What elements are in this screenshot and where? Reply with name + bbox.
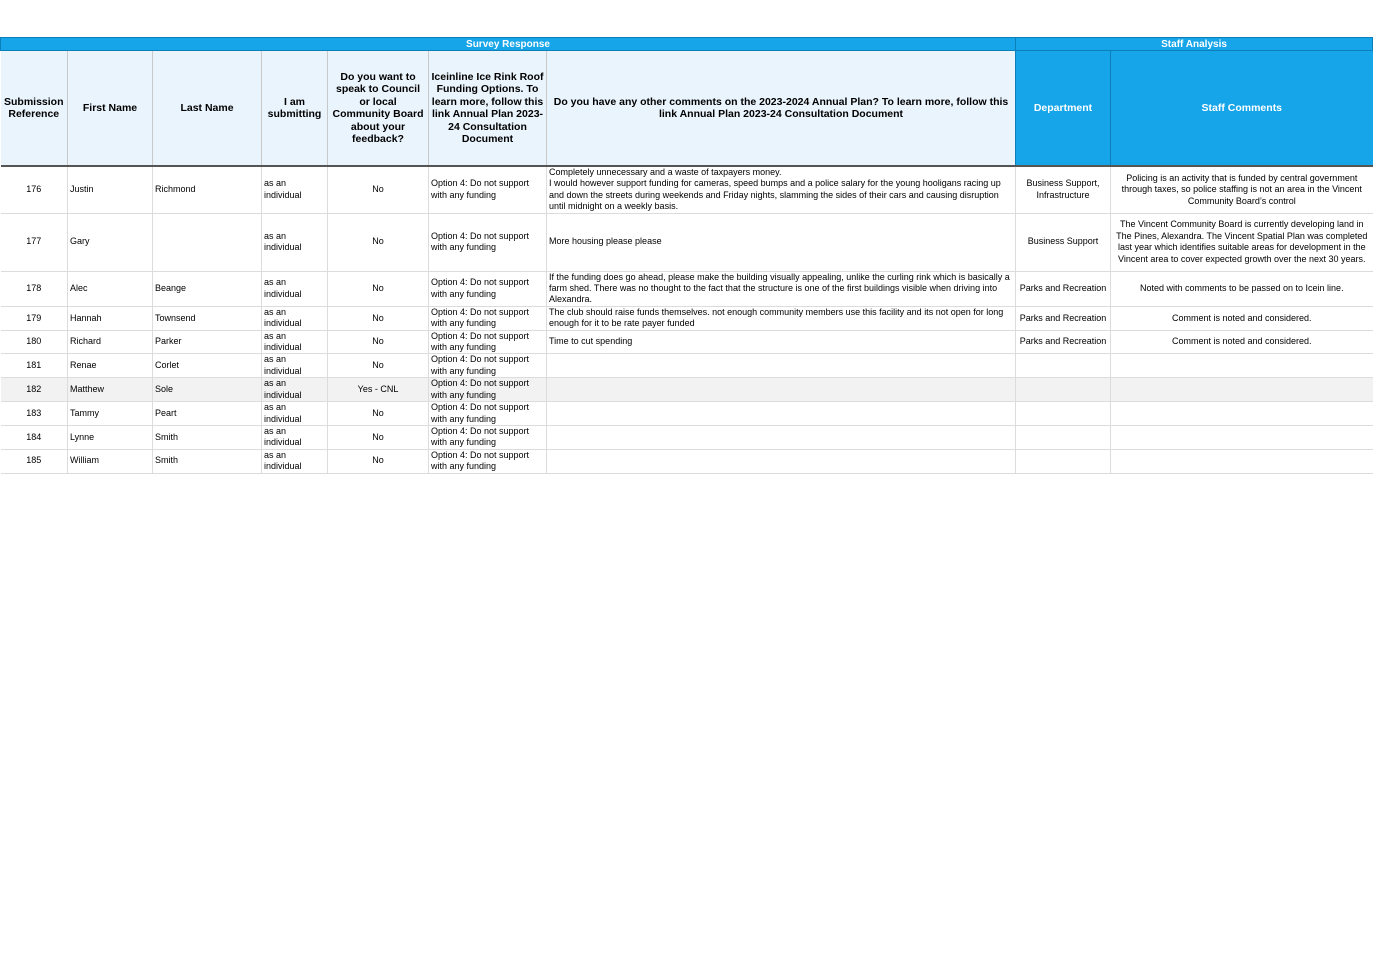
cell-other-comments[interactable]: The club should raise funds themselves. not enough community members use this facility and its not open for long enough for it to be rate payer funded <box>547 306 1016 330</box>
cell-funding-option[interactable]: Option 4: Do not support with any funding <box>429 330 547 354</box>
cell-other-comments[interactable]: Completely unnecessary and a waste of taxpayers money. I would however support funding for cameras, speed bumps and a police salary for the young hooligans racing up and down the streets during weekends and Friday nights, slamming the sides of their cars and causing disruption until midnight on a weekly basis. <box>547 166 1016 213</box>
submissions-table <box>0 37 1373 474</box>
cell-staff-comments[interactable] <box>1111 402 1373 426</box>
cell-submitting[interactable]: as an individual <box>262 271 328 306</box>
cell-staff-comments[interactable] <box>1111 354 1373 378</box>
cell-other-comments[interactable] <box>547 449 1016 473</box>
cell-funding-option[interactable]: Option 4: Do not support with any funding <box>429 306 547 330</box>
cell-department[interactable]: Parks and Recreation <box>1016 271 1111 306</box>
cell-submission-reference[interactable]: 177 <box>1 213 68 271</box>
cell-first-name[interactable]: Gary <box>68 213 153 271</box>
cell-department[interactable]: Parks and Recreation <box>1016 330 1111 354</box>
cell-other-comments[interactable] <box>547 425 1016 449</box>
column-header-row <box>1 51 1373 167</box>
cell-speak-to-council[interactable]: No <box>328 402 429 426</box>
group-header-staff-analysis: Staff Analysis <box>1016 38 1373 51</box>
cell-funding-option[interactable]: Option 4: Do not support with any funding <box>429 378 547 402</box>
cell-last-name[interactable] <box>153 213 262 271</box>
cell-submitting[interactable]: as an individual <box>262 425 328 449</box>
group-header-row <box>1 38 1373 51</box>
cell-submission-reference[interactable]: 184 <box>1 425 68 449</box>
col-header-funding-options[interactable]: Iceinline Ice Rink Roof Funding Options. To learn more, follow this link Annual Plan 2023-24 Consultation Document <box>429 51 547 167</box>
cell-last-name[interactable]: Beange <box>153 271 262 306</box>
cell-last-name[interactable]: Peart <box>153 402 262 426</box>
cell-speak-to-council[interactable]: No <box>328 330 429 354</box>
cell-speak-to-council[interactable]: Yes - CNL <box>328 378 429 402</box>
col-header-submission-reference[interactable]: Submission Reference <box>1 51 68 167</box>
cell-speak-to-council[interactable]: No <box>328 213 429 271</box>
group-header-survey-response: Survey Response <box>1 38 1016 51</box>
cell-department[interactable] <box>1016 378 1111 402</box>
cell-speak-to-council[interactable]: No <box>328 425 429 449</box>
cell-last-name[interactable]: Smith <box>153 449 262 473</box>
col-header-speak-to-council[interactable]: Do you want to speak to Council or local Community Board about your feedback? <box>328 51 429 167</box>
cell-submission-reference[interactable]: 180 <box>1 330 68 354</box>
cell-staff-comments[interactable]: The Vincent Community Board is currently developing land in The Pines, Alexandra. The Vincent Spatial Plan was completed last year which identifies suitable areas for development in the Vincent area to cover expected growth over the next 30 years. <box>1111 213 1373 271</box>
col-header-first-name[interactable]: First Name <box>68 51 153 167</box>
cell-department[interactable] <box>1016 402 1111 426</box>
table-row[interactable] <box>1 402 1373 426</box>
cell-other-comments[interactable]: More housing please please <box>547 213 1016 271</box>
col-header-other-comments[interactable]: Do you have any other comments on the 2023-2024 Annual Plan? To learn more, follow this link Annual Plan 2023-24 Consultation Document <box>547 51 1016 167</box>
cell-last-name[interactable]: Townsend <box>153 306 262 330</box>
cell-last-name[interactable]: Parker <box>153 330 262 354</box>
cell-funding-option[interactable]: Option 4: Do not support with any funding <box>429 449 547 473</box>
cell-submitting[interactable]: as an individual <box>262 402 328 426</box>
cell-submitting[interactable]: as an individual <box>262 166 328 213</box>
col-header-submitting[interactable]: I am submitting <box>262 51 328 167</box>
cell-submission-reference[interactable]: 182 <box>1 378 68 402</box>
cell-other-comments[interactable] <box>547 378 1016 402</box>
cell-speak-to-council[interactable]: No <box>328 166 429 213</box>
cell-speak-to-council[interactable]: No <box>328 306 429 330</box>
table-row[interactable] <box>1 378 1373 402</box>
cell-speak-to-council[interactable]: No <box>328 354 429 378</box>
cell-last-name[interactable]: Smith <box>153 425 262 449</box>
table-row[interactable] <box>1 330 1373 354</box>
cell-funding-option[interactable]: Option 4: Do not support with any funding <box>429 425 547 449</box>
cell-other-comments[interactable] <box>547 354 1016 378</box>
table-body <box>1 166 1373 473</box>
cell-funding-option[interactable]: Option 4: Do not support with any funding <box>429 271 547 306</box>
cell-department[interactable] <box>1016 425 1111 449</box>
col-header-staff-comments[interactable]: Staff Comments <box>1111 51 1373 167</box>
cell-other-comments[interactable] <box>547 402 1016 426</box>
cell-submitting[interactable]: as an individual <box>262 449 328 473</box>
cell-funding-option[interactable]: Option 4: Do not support with any funding <box>429 213 547 271</box>
cell-last-name[interactable]: Richmond <box>153 166 262 213</box>
table-row[interactable] <box>1 354 1373 378</box>
table-row[interactable] <box>1 425 1373 449</box>
cell-first-name[interactable]: Matthew <box>68 378 153 402</box>
table-row[interactable] <box>1 166 1373 213</box>
cell-speak-to-council[interactable]: No <box>328 449 429 473</box>
cell-submission-reference[interactable]: 176 <box>1 166 68 213</box>
cell-other-comments[interactable]: Time to cut spending <box>547 330 1016 354</box>
col-header-last-name[interactable]: Last Name <box>153 51 262 167</box>
cell-funding-option[interactable]: Option 4: Do not support with any funding <box>429 166 547 213</box>
cell-submitting[interactable]: as an individual <box>262 306 328 330</box>
col-header-department[interactable]: Department <box>1016 51 1111 167</box>
cell-first-name[interactable]: Renae <box>68 354 153 378</box>
cell-funding-option[interactable]: Option 4: Do not support with any funding <box>429 354 547 378</box>
cell-submission-reference[interactable]: 179 <box>1 306 68 330</box>
cell-speak-to-council[interactable]: No <box>328 271 429 306</box>
cell-department[interactable] <box>1016 354 1111 378</box>
cell-last-name[interactable]: Sole <box>153 378 262 402</box>
cell-submission-reference[interactable]: 185 <box>1 449 68 473</box>
table-row[interactable] <box>1 271 1373 306</box>
cell-staff-comments[interactable] <box>1111 378 1373 402</box>
cell-submitting[interactable]: as an individual <box>262 378 328 402</box>
cell-funding-option[interactable]: Option 4: Do not support with any funding <box>429 402 547 426</box>
cell-other-comments[interactable]: If the funding does go ahead, please make the building visually appealing, unlike the curling rink which is basically a farm shed. There was no thought to the fact that the structure is one of the first buildings visible when driving into Alexandra. <box>547 271 1016 306</box>
cell-submission-reference[interactable]: 178 <box>1 271 68 306</box>
table-row[interactable] <box>1 213 1373 271</box>
cell-department[interactable]: Business Support <box>1016 213 1111 271</box>
cell-first-name[interactable]: Justin <box>68 166 153 213</box>
cell-first-name[interactable]: Lynne <box>68 425 153 449</box>
cell-department[interactable]: Parks and Recreation <box>1016 306 1111 330</box>
cell-submission-reference[interactable]: 183 <box>1 402 68 426</box>
table-row[interactable] <box>1 306 1373 330</box>
cell-submitting[interactable]: as an individual <box>262 354 328 378</box>
cell-staff-comments[interactable]: Noted with comments to be passed on to Icein line. <box>1111 271 1373 306</box>
cell-staff-comments[interactable]: Comment is noted and considered. <box>1111 306 1373 330</box>
cell-submitting[interactable]: as an individual <box>262 213 328 271</box>
cell-staff-comments[interactable] <box>1111 449 1373 473</box>
cell-first-name[interactable]: Richard <box>68 330 153 354</box>
cell-first-name[interactable]: Tammy <box>68 402 153 426</box>
cell-first-name[interactable]: Hannah <box>68 306 153 330</box>
cell-submission-reference[interactable]: 181 <box>1 354 68 378</box>
cell-department[interactable]: Business Support, Infrastructure <box>1016 166 1111 213</box>
cell-first-name[interactable]: William <box>68 449 153 473</box>
cell-department[interactable] <box>1016 449 1111 473</box>
cell-first-name[interactable]: Alec <box>68 271 153 306</box>
cell-staff-comments[interactable]: Policing is an activity that is funded by central government through taxes, so police staffing is not an area in the Vincent Community Board’s control <box>1111 166 1373 213</box>
cell-submitting[interactable]: as an individual <box>262 330 328 354</box>
table-row[interactable] <box>1 449 1373 473</box>
cell-last-name[interactable]: Corlet <box>153 354 262 378</box>
cell-staff-comments[interactable]: Comment is noted and considered. <box>1111 330 1373 354</box>
cell-staff-comments[interactable] <box>1111 425 1373 449</box>
